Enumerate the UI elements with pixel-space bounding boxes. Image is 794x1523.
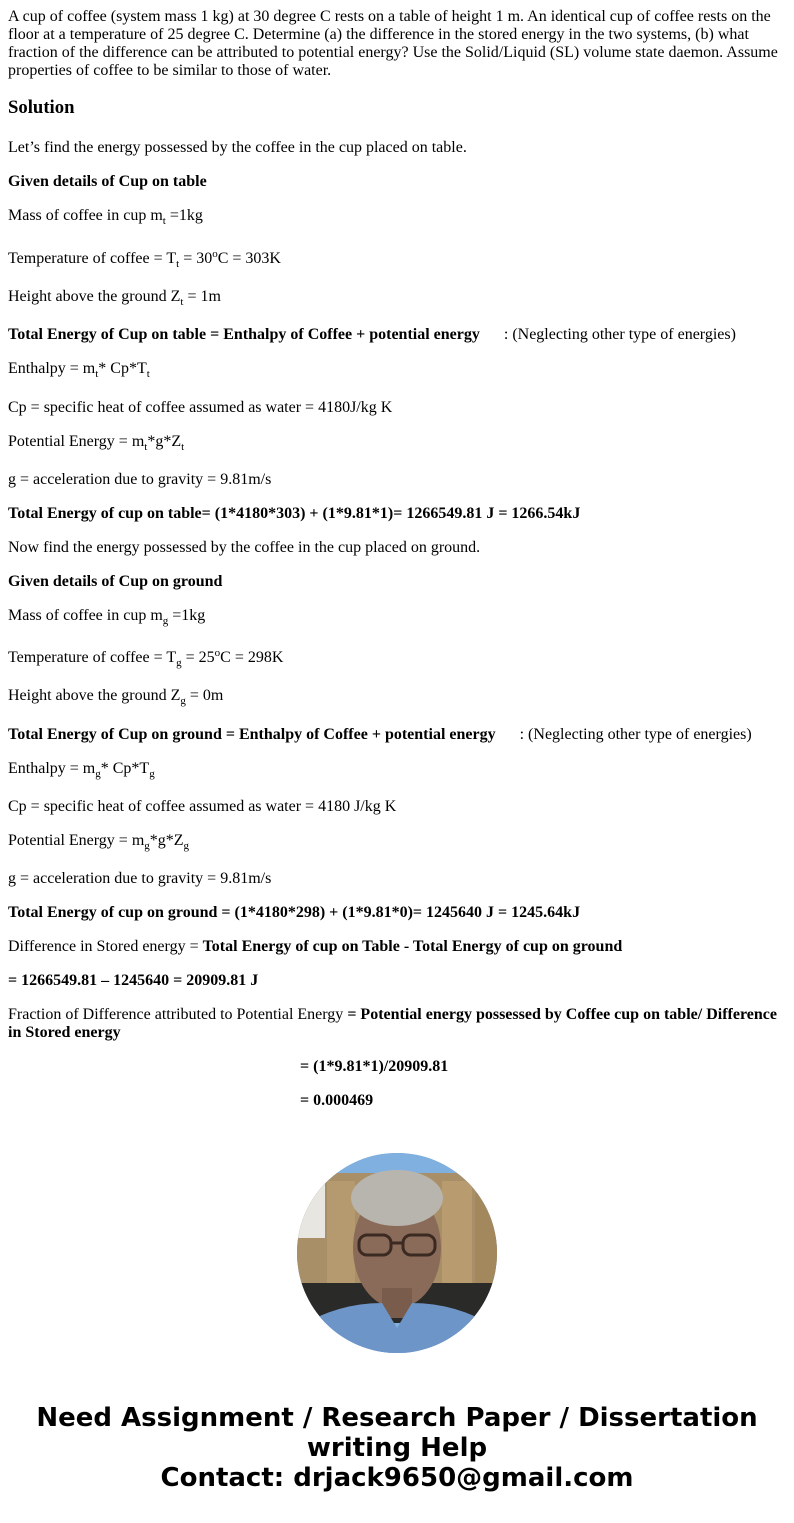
table-cp: Cp = specific heat of coffee assumed as water = 4180J/kg K xyxy=(8,399,393,416)
fraction-step-2: = 0.000469 xyxy=(300,1092,374,1109)
contact-email: Contact: drjack9650@gmail.com xyxy=(160,1463,634,1493)
difference-line: Difference in Stored energy = Total Energy of cup on Table - Total Energy of cup on ground xyxy=(8,938,623,955)
fraction-step-1: = (1*9.81*1)/20909.81 xyxy=(300,1058,449,1075)
ground-total-calc: Total Energy of cup on ground = (1*4180*298) + (1*9.81*0)= 1245640 J = 1245.64kJ xyxy=(8,904,581,921)
contact-banner xyxy=(0,1403,794,1493)
ground-gravity: g = acceleration due to gravity = 9.81m/s xyxy=(8,870,272,887)
question-text: A cup of coffee (system mass 1 kg) at 30 degree C rests on a table of height 1 m. An identical cup of coffee rests on the floor at a temperature of 25 degree C. Determine (a) the difference in the stored energy in the two systems, (b) what fraction of the difference can be attributed to potential energy? Use the Solid/Liquid (SL) volume state daemon. Assume properties of coffee to be similar to those of water. xyxy=(8,8,778,79)
table-given-heading: Given details of Cup on table xyxy=(8,173,207,190)
table-intro: Let’s find the energy possessed by the coffee in the cup placed on table. xyxy=(8,139,467,156)
ground-temperature: Temperature of coffee = $T_g = 25^oC = 298K$ xyxy=(8,647,284,669)
author-avatar xyxy=(297,1153,497,1353)
ground-potential-energy: Potential Energy = $m_g*g*Z_g$ xyxy=(8,832,190,852)
table-total-calc: Total Energy of cup on table= (1*4180*303) + (1*9.81*1)= 1266549.81 J = 1266.54kJ xyxy=(8,505,581,522)
ground-mass: Mass of coffee in cup $m_g =1kg$ xyxy=(8,607,206,627)
solution-heading: Solution xyxy=(8,97,75,118)
ground-given-heading: Given details of Cup on ground xyxy=(8,573,223,590)
table-mass: Mass of coffee in cup $m_t =1kg$ xyxy=(8,207,203,227)
banner-line-1: Need Assignment / Research Paper / Dissertation xyxy=(36,1403,758,1433)
table-total-definition: Total Energy of Cup on table = Enthalpy of Coffee + potential energy : (Neglecting other type of energies) xyxy=(8,326,736,343)
ground-cp: Cp = specific heat of coffee assumed as water = 4180 J/kg K xyxy=(8,798,397,815)
fraction-line: Fraction of Difference attributed to Potential Energy = Potential energy possessed by Coffee cup on table/ Difference in Stored energy xyxy=(8,1006,777,1041)
table-temperature: Temperature of coffee = $T_t = 30^oC = 303K$ xyxy=(8,248,281,270)
table-height: Height above the ground $Z_t = 1m$ xyxy=(8,288,221,308)
ground-enthalpy: Enthalpy = $m_g*$ $Cp*T_g$ xyxy=(8,760,155,780)
difference-calc: = 1266549.81 – 1245640 = 20909.81 J xyxy=(8,972,259,989)
table-potential-energy: Potential Energy = $m_t*g*Z_t$ xyxy=(8,433,185,453)
ground-intro: Now find the energy possessed by the coffee in the cup placed on ground. xyxy=(8,539,481,556)
portrait-image xyxy=(297,1153,497,1353)
banner-line-2: writing Help xyxy=(306,1433,488,1463)
table-gravity: g = acceleration due to gravity = 9.81m/s xyxy=(8,471,272,488)
ground-total-definition: Total Energy of Cup on ground = Enthalpy of Coffee + potential energy : (Neglecting other type of energies) xyxy=(8,726,752,743)
ground-height: Height above the ground $Z_g = 0m$ xyxy=(8,687,224,707)
table-enthalpy: Enthalpy = $m_t*$ $Cp*T_t$ xyxy=(8,360,150,380)
